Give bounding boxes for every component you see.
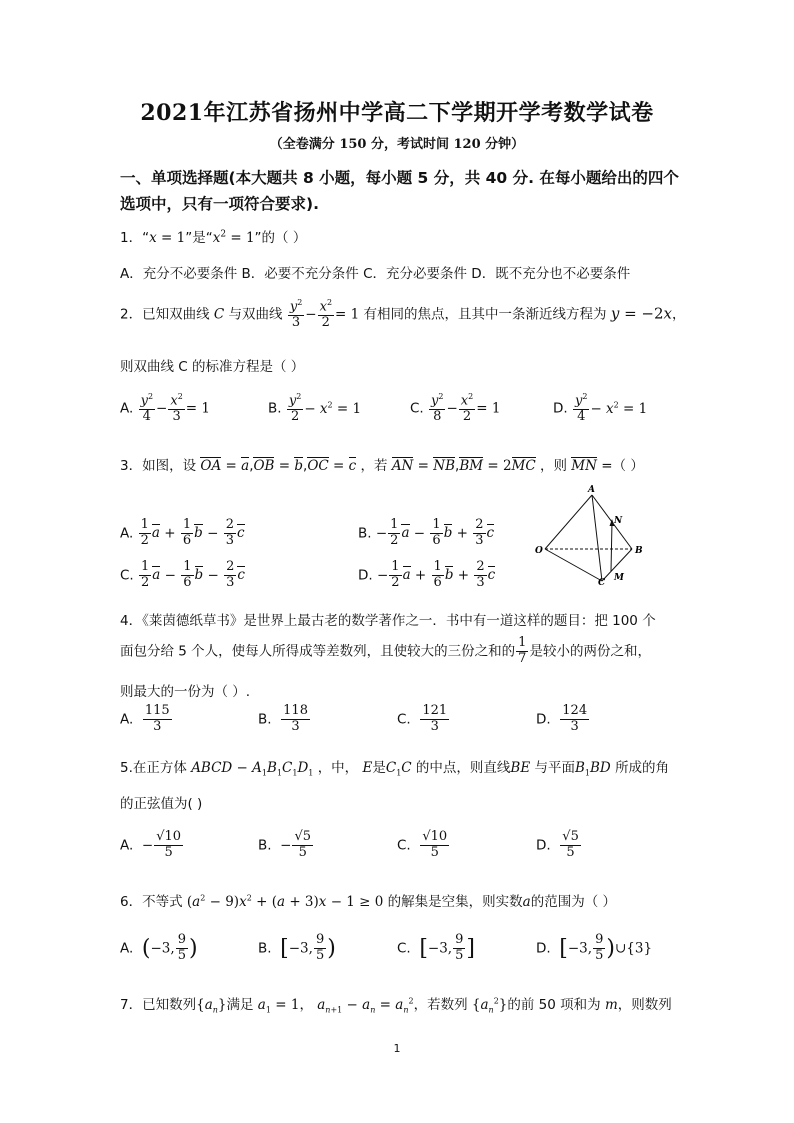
question-3-option-d: D. − $\frac{1}{2}$ a + $\frac{1}{6}$ b + $\frac{2}{3}$ c — [358, 559, 496, 590]
question-5-option-c: C. $\frac{√10}{5}$ — [397, 829, 448, 860]
question-2-option-a: A. $\frac{y^2}{4}$ − $\frac{x^2}{3}$ = 1 — [120, 392, 210, 425]
question-4-option-a: A. $\frac{115}{3}$ — [120, 703, 170, 734]
question-6-option-b: B. [−3, $\frac{9}{5}$ ) — [258, 932, 336, 963]
edge-oc — [545, 549, 602, 581]
question-6: 6．不等式 $(a^2 - 9)x^2 + (a + 3)x - 1 \ge 0$ 的解集是空集，则实数a的范围为（ ） — [120, 893, 617, 910]
question-4-option-d: D. $\frac{124}{3}$ — [536, 703, 588, 734]
question-3: 3．如图，设 OA = a,OB = b,OC = c ，若 AN = NB,BM = 2MC ，则 MN =（ ） — [120, 458, 644, 474]
question-4-option-b: B. $\frac{118}{3}$ — [258, 703, 308, 734]
question-4-line-2: 面包分给 5 个人，使每人所得成等差数列，且使较大的三份之和的 $\frac{1}{7}$ 是较小的两份之和， — [120, 635, 651, 666]
page-title: 2021年江苏省扬州中学高二下学期开学考数学试卷 — [140, 100, 654, 126]
label-b: B — [635, 546, 643, 556]
question-7: 7．已知数列$\{a_n\}$满足 $a_1 = 1$， $a_{n+1} - a_n = a_n^2$，若数列 $\{a_n^2\}$的前 50 项和为 m，则数列 — [120, 996, 672, 1015]
label-n: N — [614, 516, 623, 526]
label-o: O — [535, 546, 543, 556]
question-3-option-b: B. − $\frac{1}{2}$ a − $\frac{1}{6}$ b + $\frac{2}{3}$ c — [358, 517, 495, 548]
question-2-line-2: 则双曲线 C 的标准方程是（ ） — [120, 359, 305, 375]
question-2-option-b: B. $\frac{y^2}{2}$ − $x^2 = 1$ — [268, 392, 362, 425]
tetrahedron-figure — [530, 483, 650, 585]
question-4-line-3: 则最大的一份为（ ）. — [120, 684, 251, 700]
section-heading-line-1: 一、单项选择题(本大题共 8 小题，每小题 5 分，共 40 分. 在每小题给出的四个 — [120, 169, 679, 187]
page-subtitle: （全卷满分 150 分，考试时间 120 分钟） — [269, 137, 525, 152]
question-4-option-c: C. $\frac{121}{3}$ — [397, 703, 448, 734]
question-2: 2．已知双曲线 C 与双曲线 $\frac{y^2}{3}$ − $\frac{x^2}{2}$ = 1 有相同的焦点，且其中一条渐近线方程为 y = −2x， — [120, 298, 686, 331]
question-5-option-d: D. $\frac{√5}{5}$ — [536, 829, 579, 860]
question-5-line-2: 的正弦值为( ) — [120, 796, 203, 812]
question-6-option-c: C. [−3, $\frac{9}{5}$ ] — [397, 932, 475, 963]
label-c: C — [598, 578, 606, 585]
question-3-option-a: A. $\frac{1}{2}$ a + $\frac{1}{6}$ b − $\frac{2}{3}$ c — [120, 517, 245, 548]
edge-oa — [545, 495, 592, 549]
question-2-option-d: D. $\frac{y^2}{4}$ − $x^2 = 1$ — [553, 392, 648, 425]
page-number: 1 — [393, 1042, 401, 1055]
label-m: M — [614, 573, 624, 583]
section-heading-line-2: 选项中，只有一项符合要求). — [120, 195, 319, 213]
question-2-option-c: C. $\frac{y^2}{8}$ − $\frac{x^2}{2}$ = 1 — [410, 392, 501, 425]
question-4-line-1: 4．《莱茵德纸草书》是世界上最古老的数学著作之一．书中有一道这样的题目：把 100 个 — [120, 613, 656, 629]
question-1-options: A．充分不必要条件 B．必要不充分条件 C．充分必要条件 D．既不充分也不必要条件 — [120, 266, 631, 282]
question-6-option-a: A. (−3, $\frac{9}{5}$ ) — [120, 932, 198, 963]
question-6-option-d: D. [−3, $\frac{9}{5}$ )∪{3} — [536, 932, 653, 963]
vector-mn — [611, 522, 612, 571]
question-1: 1．“x = 1”是“$x^2 = 1$”的（ ） — [120, 229, 307, 246]
label-a: A — [588, 485, 595, 495]
question-3-option-c: C. $\frac{1}{2}$ a − $\frac{1}{6}$ b − $\frac{2}{3}$ c — [120, 559, 245, 590]
question-5-option-a: A. − $\frac{√10}{5}$ — [120, 829, 182, 860]
question-5: 5.在正方体 ABCD − $A_1B_1C_1D_1$ ，中， E是$C_1C$ 的中点，则直线BE 与平面$B_1BD$ 所成的角 — [120, 760, 670, 778]
edge-ac — [592, 495, 602, 581]
question-5-option-b: B. − $\frac{√5}{5}$ — [258, 829, 312, 860]
